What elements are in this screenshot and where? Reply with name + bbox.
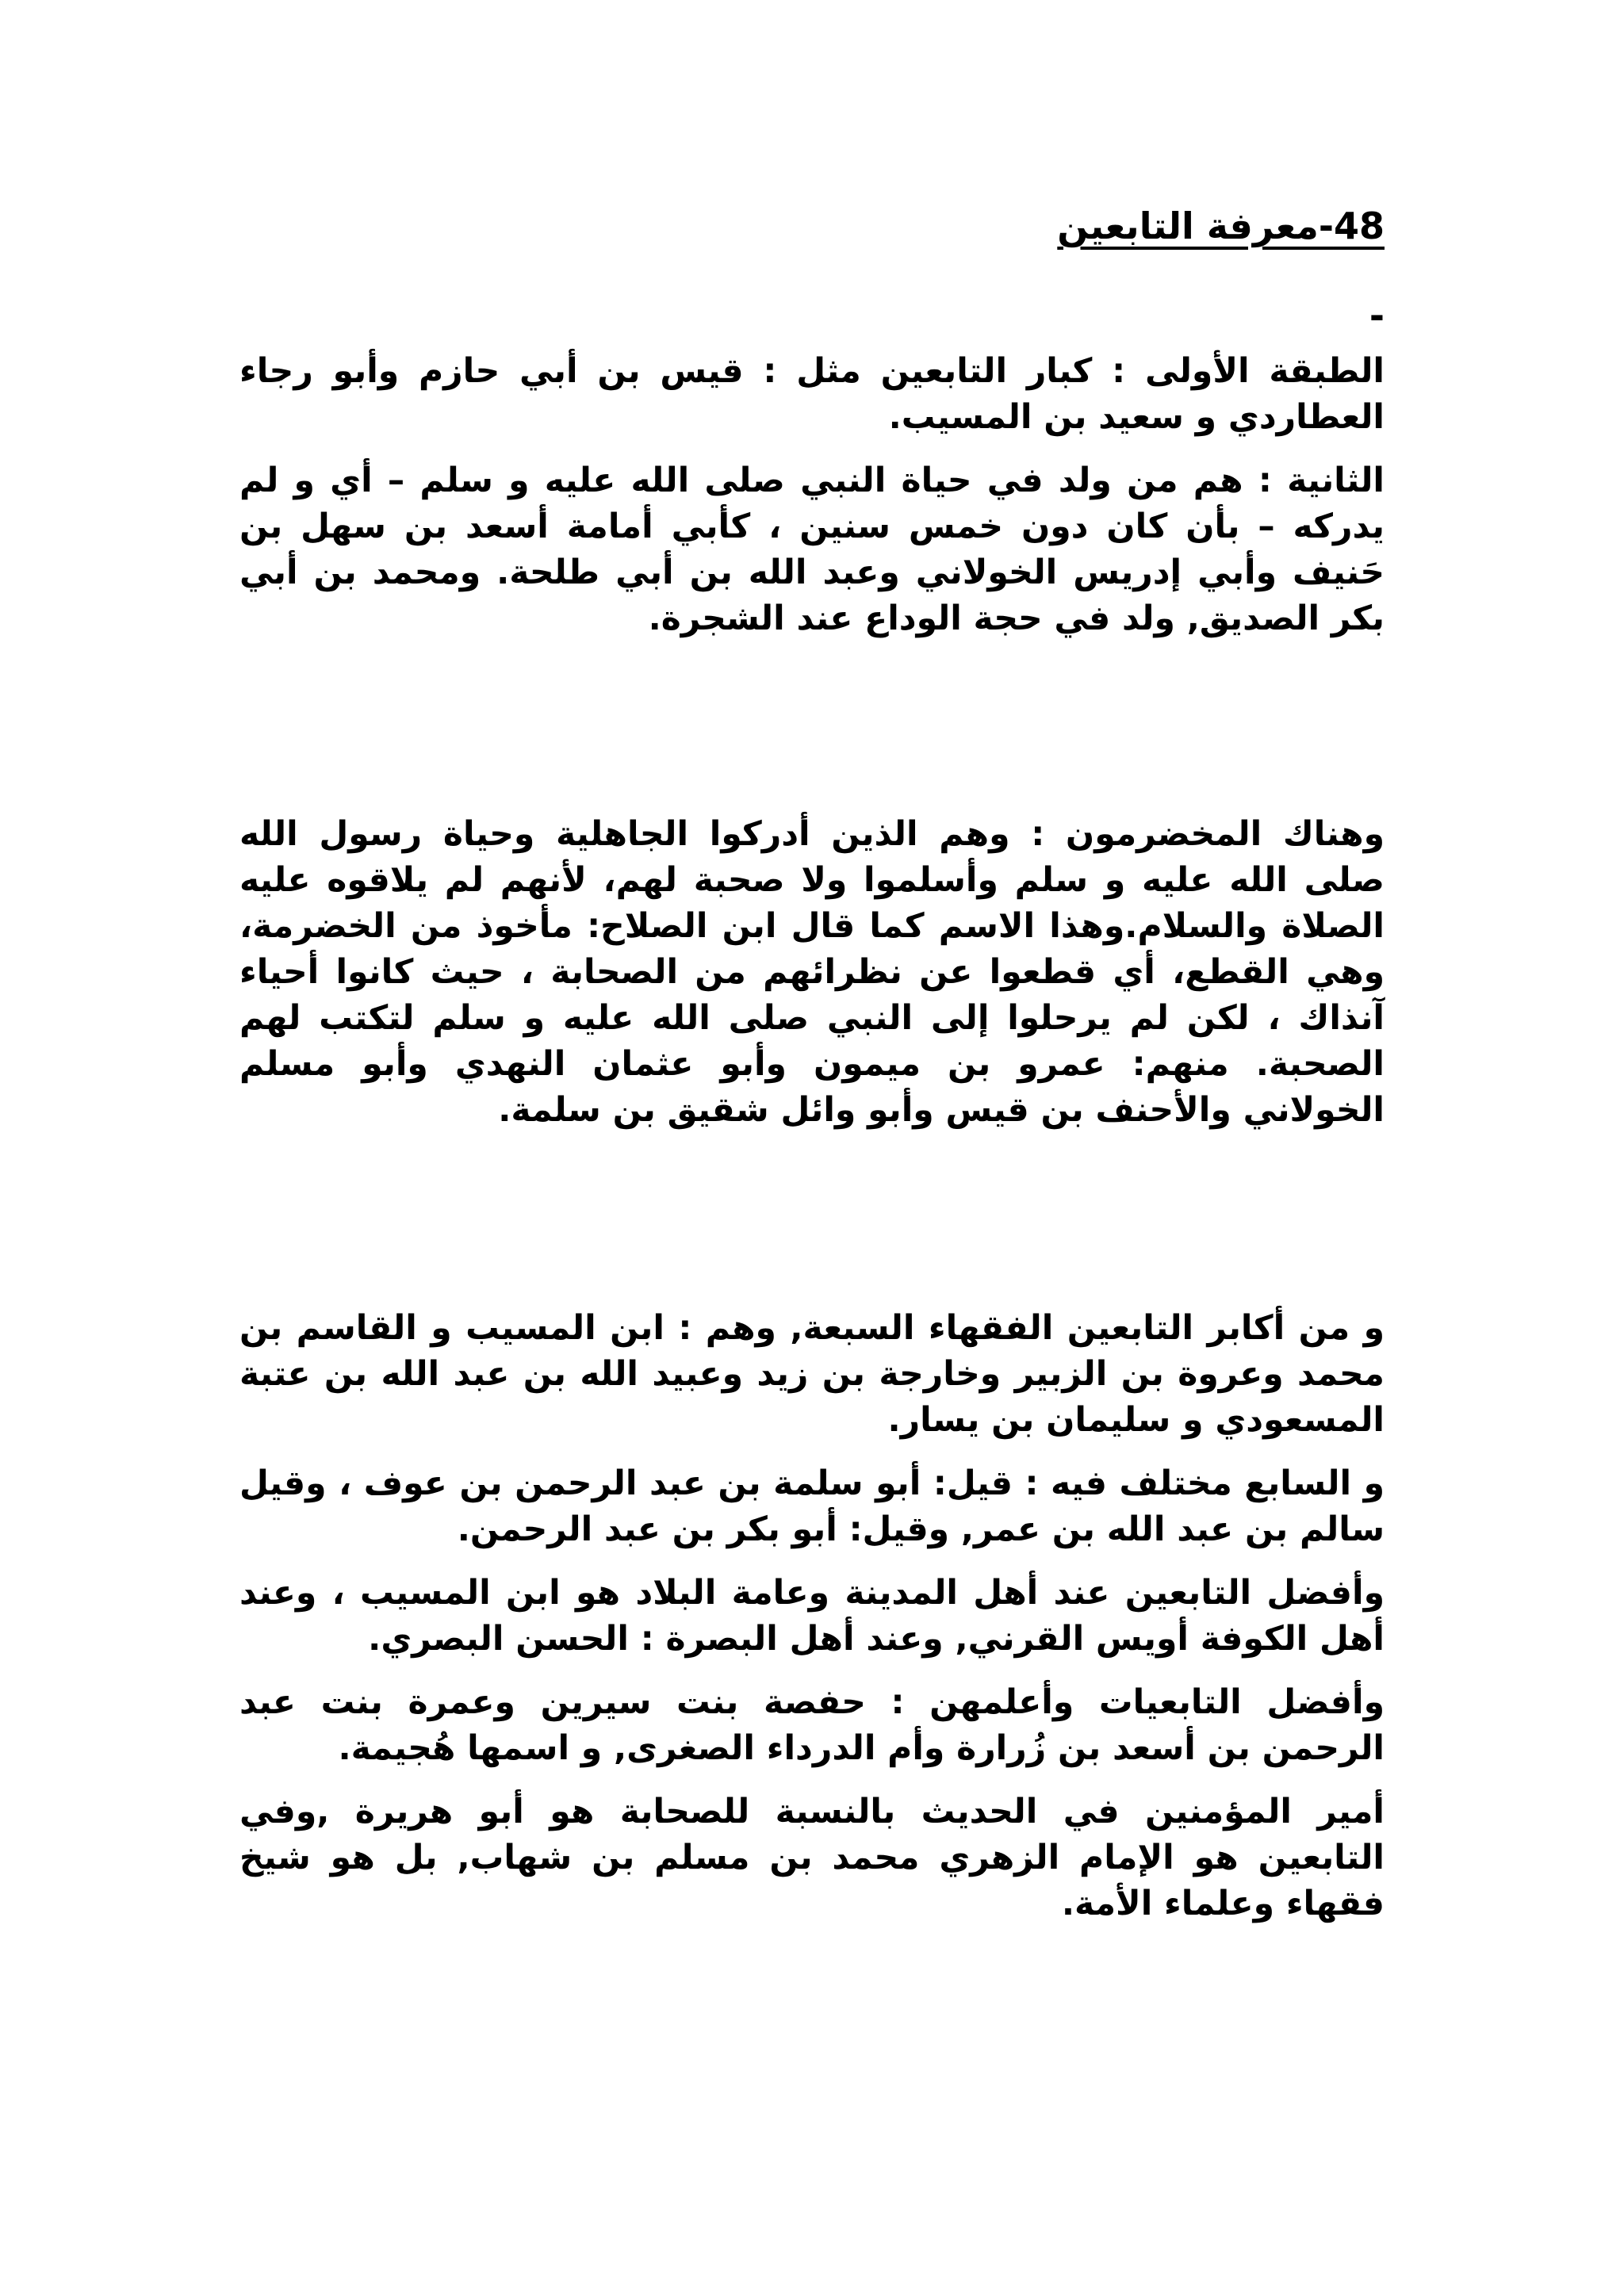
paragraph-amir-al-muminin: أمير المؤمنين في الحديث بالنسبة للصحابة هو أبو هريرة ,وفي التابعين هو الإمام الزهري محمد بن مسلم بن شهاب, بل هو شيخ فقهاء وعلماء الأمة. [239,1793,1385,1923]
stray-dash: - [1369,294,1385,337]
paragraph-best-tabiin: وأفضل التابعين عند أهل المدينة وعامة البلاد هو ابن المسيب ، وعند أهل الكوفة أويس القرني, وعند أهل البصرة : الحسن البصري. [239,1574,1385,1659]
paragraph-second-tier: الثانية : هم من ولد في حياة النبي صلى الله عليه و سلم – أي و لم يدركه – بأن كان دون خمس سنين ، كأبي أمامة أسعد بن سهل بن حَنيف وأبي إدريس الخولاني وعبد الله بن أبي طلحة. ومحمد بن أبي بكر الصديق, ولد في حجة الوداع عند الشجرة. [239,461,1385,638]
paragraph-first-tier: الطبقة الأولى : كبار التابعين مثل : قيس بن أبي حازم وأبو رجاء العطاردي و سعيد بن المسيب. [239,352,1385,437]
paragraph-seventh-disputed: و السابع مختلف فيه : قيل: أبو سلمة بن عبد الرحمن بن عوف ، وقيل سالم بن عبد الله بن عمر, وقيل: أبو بكر بن عبد الرحمن. [239,1464,1385,1549]
paragraph-mukhadramun: وهناك المخضرمون : وهم الذين أدركوا الجاهلية وحياة رسول الله صلى الله عليه و سلم وأسلموا ولا صحبة لهم، لأنهم لم يلاقوه عليه الصلاة والسلام.وهذا الاسم كما قال ابن الصلاح: مأخوذ من الخضرمة، وهي القطع، أي قطعوا عن نظرائهم من الصحابة ، حيث كانوا أحياء آنذاك ، لكن لم يرحلوا إلى النبي صلى الله عليه و سلم لتكتب لهم الصحبة. منهم: عمرو بن ميمون وأبو عثمان النهدي وأبو مسلم الخولاني والأحنف بن قيس وأبو وائل شقيق بن سلمة. [239,815,1385,1130]
page-title: 48-معرفة التابعين [1057,205,1385,247]
mukhadramun-section [239,812,1385,1134]
tabaqat-section [239,349,1385,642]
paragraph-seven-jurists: و من أكابر التابعين الفقهاء السبعة, وهم : ابن المسيب و القاسم بن محمد وعروة بن الزبير وخارجة بن زيد وعبيد الله بن عبد الله بن عتبة المسعودي و سليمان بن يسار. [239,1309,1385,1440]
fuqaha-section [239,1306,1385,1927]
paragraph-best-tabiiyat: وأفضل التابعيات وأعلمهن : حفصة بنت سيرين وعمرة بنت عبد الرحمن بن أسعد بن زُرارة وأم الدرداء الصغرى, و اسمها هُجيمة. [239,1683,1385,1768]
page-content [239,0,1385,2296]
